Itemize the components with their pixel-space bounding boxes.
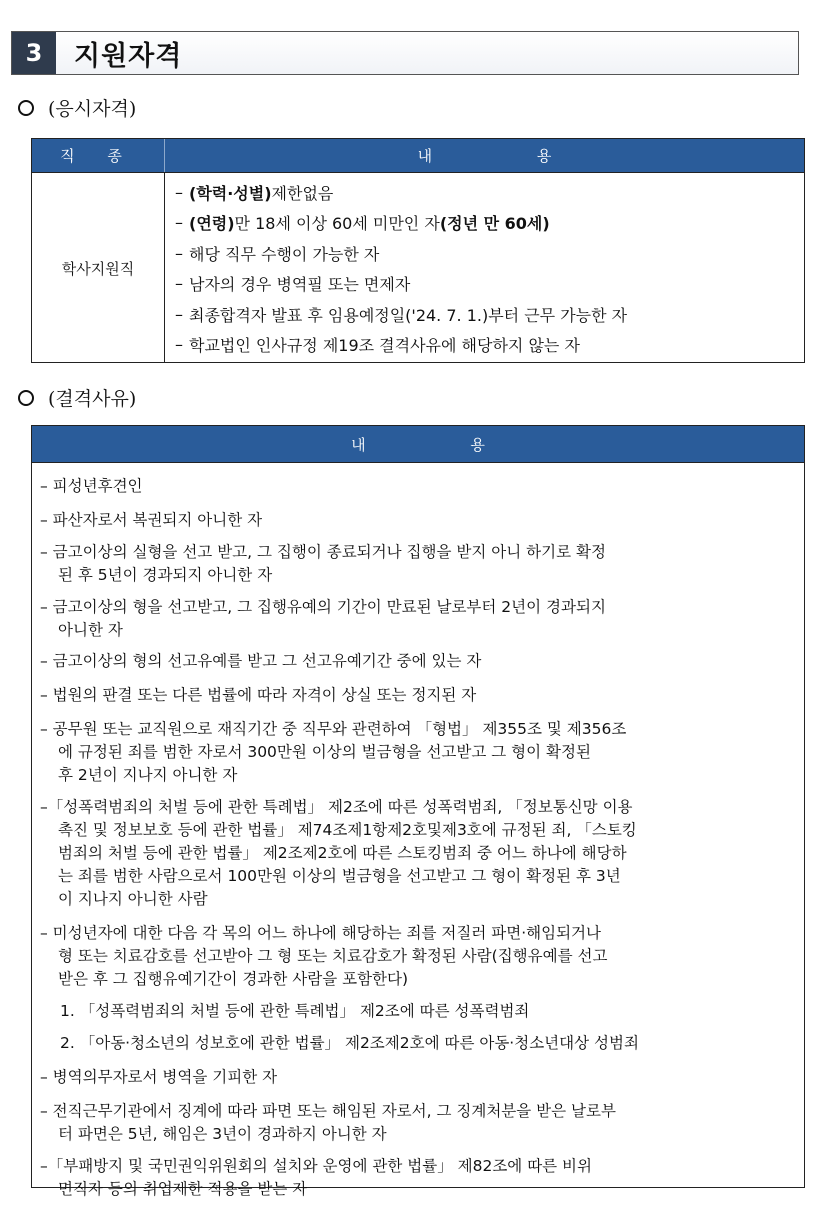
qualification-row: – 최종합격자 발표 후 임용예정일('24. 7. 1.)부터 근무 가능한 자 — [175, 304, 628, 325]
qualification-row: – 학교법인 인사규정 제19조 결격사유에 해당하지 않는 자 — [175, 335, 580, 356]
qualification-row-bold: (학력·성별) — [189, 183, 272, 203]
qualification-row-text: 남자의 경우 병역필 또는 면제자 — [189, 275, 411, 295]
circle-bullet-icon — [18, 390, 34, 406]
item-line: –「성폭력범죄의 처벌 등에 관한 특례법」 제2조에 따른 성폭력범죄, 「정보통신망 이용 — [40, 798, 633, 816]
item-line: 는 죄를 범한 사람으로서 100만원 이상의 벌금형을 선고받고 그 형이 확정된 후 3년 — [58, 867, 621, 885]
item-line: – 전직근무기관에서 징계에 따라 파면 또는 해임된 자로서, 그 징계처분을 받은 날로부 — [40, 1102, 616, 1120]
qualification-row: – 남자의 경우 병역필 또는 면제자 — [175, 274, 411, 295]
disqualification-item — [40, 596, 796, 642]
item-line: – 법원의 판결 또는 다른 법률에 따라 자격이 상실 또는 정지된 자 — [40, 686, 477, 704]
item-line: –「부패방지 및 국민권익위원회의 설치와 운영에 관한 법률」 제82조에 따른 비위 — [40, 1157, 593, 1175]
item-line: 촉진 및 정보보호 등에 관한 법률」 제74조제1항제2호및제3호에 규정된 죄, 「스토킹 — [58, 821, 637, 839]
disqualification-item — [40, 541, 796, 587]
item-line: 된 후 5년이 경과되지 아니한 자 — [58, 566, 273, 584]
qualification-row: – (연령) 만 18세 이상 60세 미만인 자 (정년 만 60세) — [175, 213, 550, 234]
qualification-table-header — [32, 139, 804, 173]
disqualification-subitem — [60, 1032, 796, 1055]
job-type-cell: 학사지원직 — [32, 173, 165, 363]
item-line: – 금고이상의 형의 선고유예를 받고 그 선고유예기간 중에 있는 자 — [40, 652, 482, 670]
disqualification-item — [40, 796, 796, 911]
qualification-row-text: 만 18세 이상 60세 미만인 자 — [234, 214, 440, 234]
item-line: 면직자 등의 취업제한 적용을 받는 자 — [58, 1180, 308, 1198]
disqualification-item — [40, 718, 796, 787]
item-line: 터 파면은 5년, 해임은 3년이 경과하지 아니한 자 — [58, 1125, 387, 1143]
disqualification-item — [40, 650, 796, 673]
disqualification-item — [40, 1066, 796, 1089]
qualification-row-text: 제한없음 — [271, 183, 334, 203]
item-line: – 공무원 또는 교직원으로 재직기간 중 직무와 관련하여 「형법」 제355조 및 제356조 — [40, 720, 627, 738]
qualification-row-text: 해당 직무 수행이 가능한 자 — [189, 244, 380, 264]
section-header — [11, 31, 799, 75]
disqualification-table — [31, 425, 805, 1198]
item-line: 에 규정된 죄를 범한 자로서 300만원 이상의 벌금형을 선고받고 그 형이 확정된 — [58, 743, 591, 761]
item-line: 2. 「아동·청소년의 성보호에 관한 법률」 제2조제2호에 따른 아동·청소년대상 성범죄 — [60, 1034, 639, 1052]
item-line: – 파산자로서 복권되지 아니한 자 — [40, 511, 263, 529]
disqualification-list — [32, 463, 804, 1198]
section-title: 지원자격 — [74, 40, 183, 72]
disqualification-item — [40, 1100, 796, 1146]
disqualification-item — [40, 922, 796, 991]
item-line: 후 2년이 지나지 아니한 자 — [58, 766, 238, 784]
item-line: – 병역의무자로서 병역을 기피한 자 — [40, 1068, 278, 1086]
item-line: – 금고이상의 실형을 선고 받고, 그 집행이 종료되거나 집행을 받지 아니 하기로 확정 — [40, 543, 606, 561]
item-line: 1. 「성폭력범죄의 처벌 등에 관한 특례법」 제2조에 따른 성폭력범죄 — [60, 1002, 530, 1020]
col-content: 내 용 — [417, 147, 602, 165]
qualification-heading-text: (응시자격) — [48, 98, 137, 120]
qualification-table — [31, 138, 805, 363]
item-line: 이 지나지 아니한 사람 — [58, 890, 208, 908]
qualification-row: – 해당 직무 수행이 가능한 자 — [175, 243, 380, 264]
item-line: 범죄의 처벌 등에 관한 법률」 제2조제2호에 따른 스토킹범죄 중 어느 하나에 해당하 — [58, 844, 627, 862]
qualification-list — [165, 173, 804, 363]
item-line: – 피성년후견인 — [40, 477, 143, 495]
disqualification-table-header: 내 용 — [32, 426, 804, 463]
col-job-type: 직 종 — [32, 139, 165, 172]
circle-bullet-icon — [18, 100, 34, 116]
qualification-row: – (학력·성별) 제한없음 — [175, 182, 334, 203]
qualification-row-bold: (연령) — [189, 214, 235, 234]
item-line: 형 또는 치료감호를 선고받아 그 형 또는 치료감호가 확정된 사람(집행유예를 선고 — [58, 947, 608, 965]
disqualification-item — [40, 509, 796, 532]
disqualification-item — [40, 475, 796, 498]
item-line: – 미성년자에 대한 다음 각 목의 어느 하나에 해당하는 죄를 저질러 파면·해임되거나 — [40, 924, 601, 942]
qualification-heading — [18, 94, 136, 121]
disqualification-heading — [18, 384, 136, 411]
disqualification-heading-text: (결격사유) — [48, 388, 137, 410]
item-line: 아니한 자 — [58, 621, 123, 639]
disqualification-subitem — [60, 1000, 796, 1023]
item-line: 받은 후 그 집행유예기간이 경과한 사람을 포함한다) — [58, 970, 409, 988]
disqualification-item — [40, 684, 796, 707]
disqualification-item — [40, 1155, 796, 1201]
section-number: 3 — [12, 32, 56, 74]
qualification-row-text: 최종합격자 발표 후 임용예정일('24. 7. 1.)부터 근무 가능한 자 — [189, 305, 628, 325]
qualification-row-text: 학교법인 인사규정 제19조 결격사유에 해당하지 않는 자 — [189, 336, 580, 356]
item-line: – 금고이상의 형을 선고받고, 그 집행유예의 기간이 만료된 날로부터 2년이 경과되지 — [40, 598, 606, 616]
qualification-row-bold: (정년 만 60세) — [439, 214, 550, 234]
